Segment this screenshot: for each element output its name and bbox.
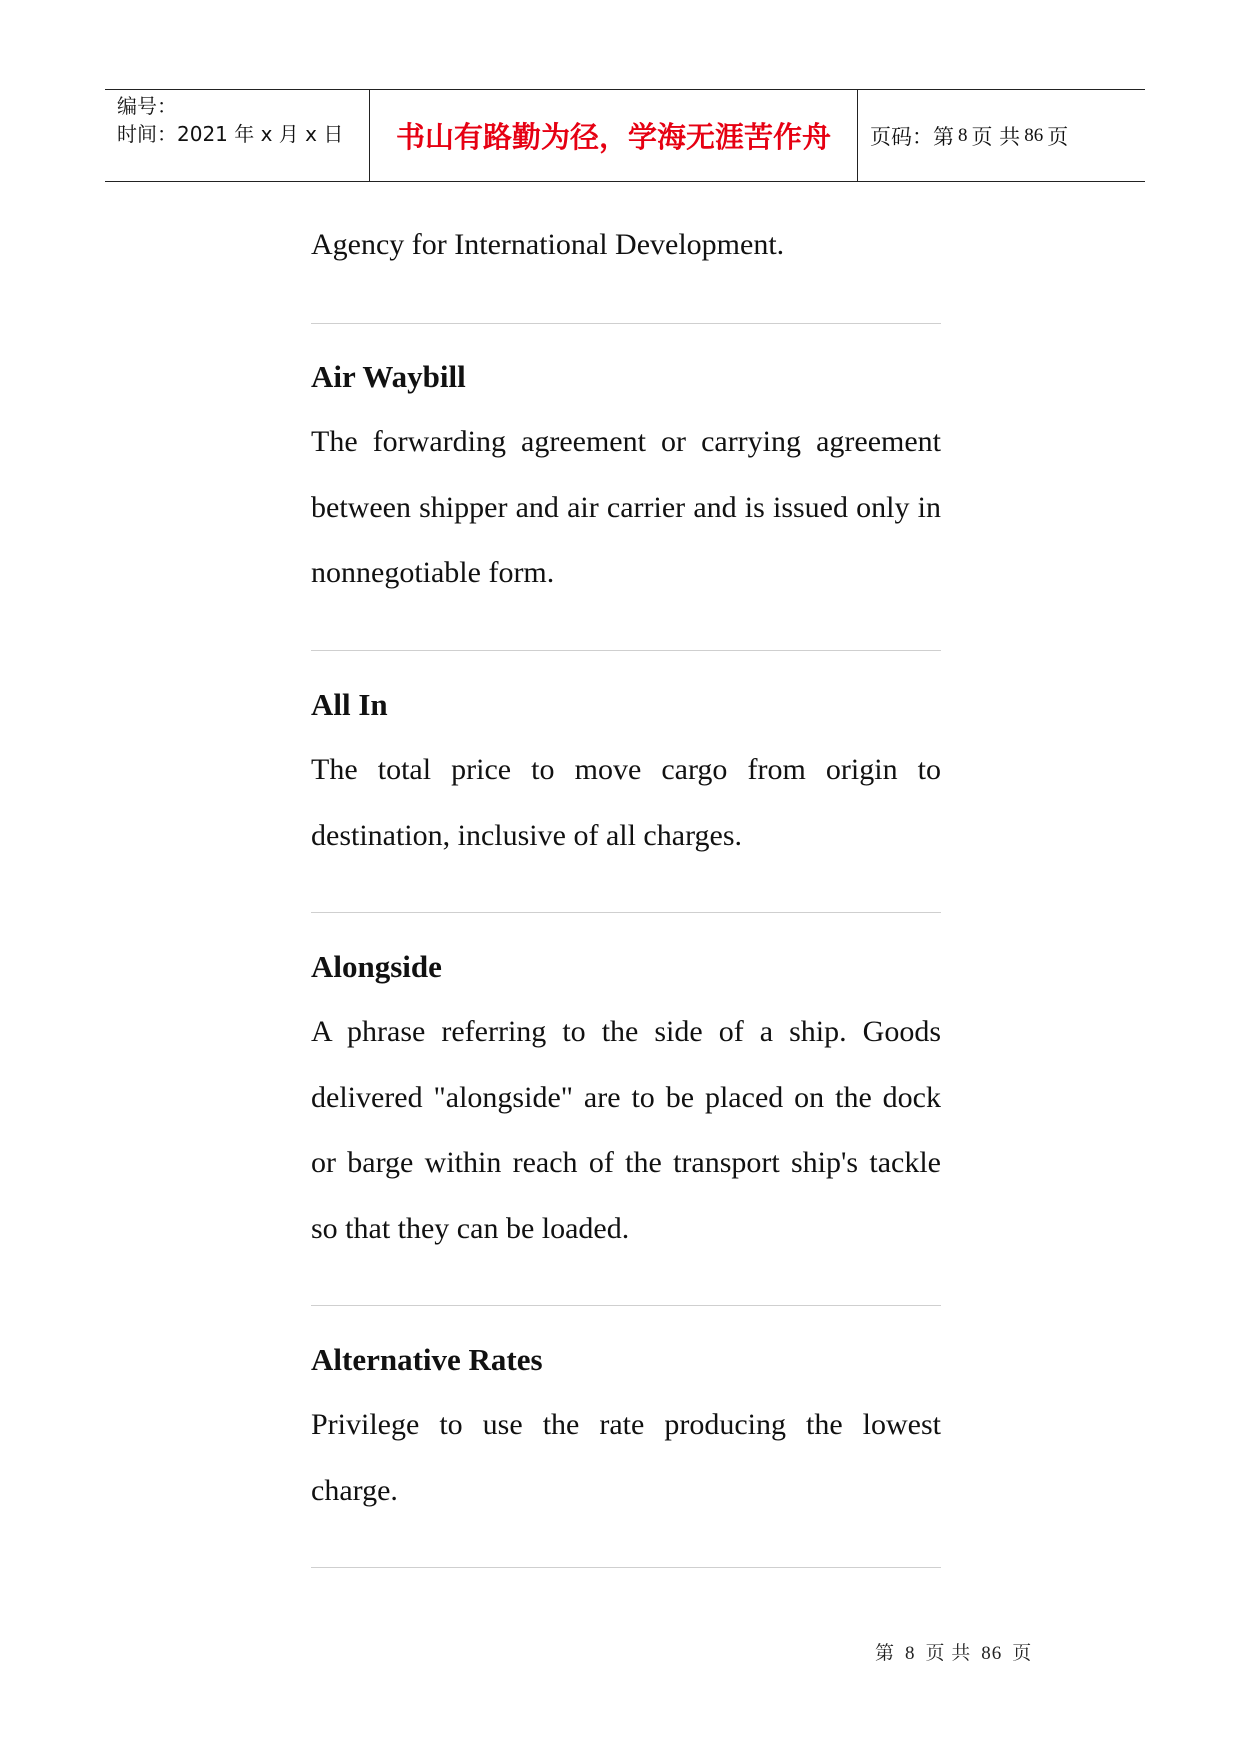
document-number-label: 编号： <box>117 94 177 118</box>
footer-page-total: 86 <box>981 1643 1003 1664</box>
divider <box>311 323 941 324</box>
definition-alongside: A phrase referring to the side of a ship. Goods delivered "alongside" are to be placed on the dock or barge within reach of the transport ship's tackle so that they can be loaded. <box>311 1015 941 1245</box>
term-all-in: All In <box>311 687 388 722</box>
term-alternative-rates: Alternative Rates <box>311 1342 543 1377</box>
term-alongside: Alongside <box>311 949 442 984</box>
footer-mid: 页 共 <box>925 1643 972 1664</box>
header-motto: 书山有路勤为径，学海无涯苦作舟 <box>395 120 831 154</box>
header-page-cell <box>858 90 1145 181</box>
divider <box>311 1567 941 1568</box>
definition-air-waybill: The forwarding agreement or carrying agreement between shipper and air carrier and is issued only in nonnegotiable form. <box>311 425 941 589</box>
header-meta-cell <box>105 90 370 181</box>
document-date-label: 时间：2021 年 x 月 x 日 <box>117 122 344 146</box>
header-page-prefix: 页码：第 <box>870 124 954 149</box>
header-page-mid: 页 共 <box>971 124 1021 149</box>
header-page-number: 8 <box>958 124 968 146</box>
header-motto-cell <box>370 90 858 181</box>
intro-text: Agency for International Development. <box>311 228 785 261</box>
divider <box>311 650 941 651</box>
footer-suffix: 页 <box>1012 1643 1033 1664</box>
header-page-suffix: 页 <box>1047 124 1069 149</box>
header-page-total: 86 <box>1024 124 1044 146</box>
footer-prefix: 第 <box>875 1643 896 1664</box>
definition-alternative-rates: Privilege to use the rate producing the lowest charge. <box>311 1408 941 1507</box>
definition-all-in: The total price to move cargo from origin to destination, inclusive of all charges. <box>311 753 941 852</box>
page-footer <box>870 1638 1037 1665</box>
divider <box>311 912 941 913</box>
footer-page-number: 8 <box>905 1643 916 1664</box>
page-header <box>105 89 1145 182</box>
divider <box>311 1305 941 1306</box>
term-air-waybill: Air Waybill <box>311 359 466 394</box>
